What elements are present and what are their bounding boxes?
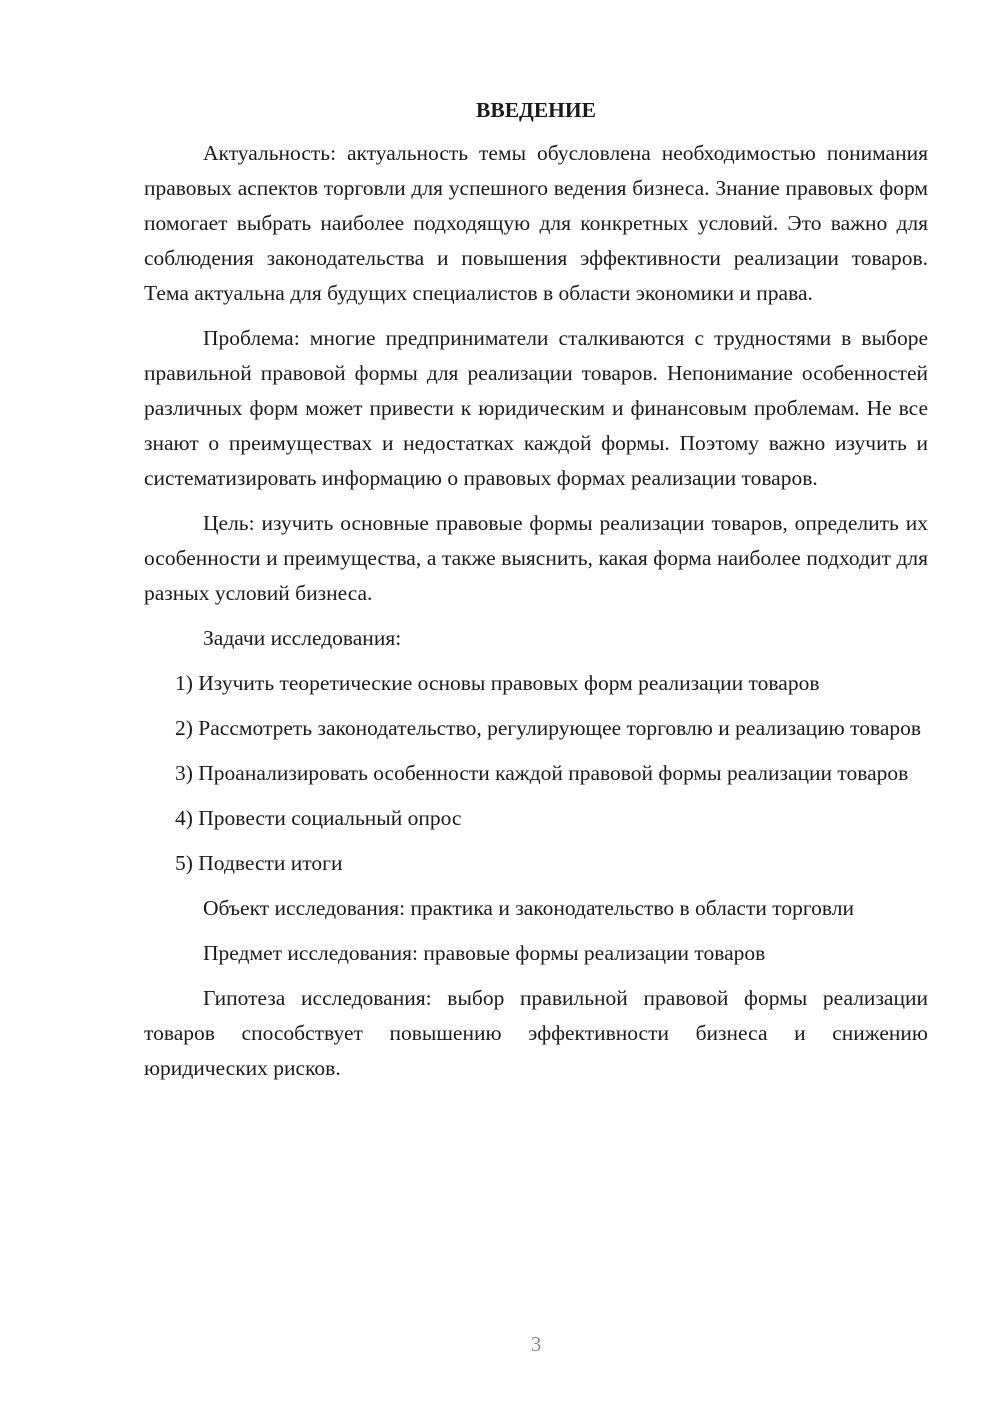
task-item-2: 2) Рассмотреть законодательство, регулирующее торговлю и реализацию товаров [175, 716, 922, 740]
task-item-1: 1) Изучить теоретические основы правовых форм реализации товаров [175, 671, 820, 695]
tasks-heading: Задачи исследования: [203, 626, 402, 650]
paragraph-problem: Проблема: многие предприниматели сталкиваются с трудностями в выборе правильной правовой формы для реализации товаров. Непонимание особенностей различных форм может привести к юридическим и финансовым проблемам. Не все знают о преимуществах и недостатках каждой формы. Поэтому важно изучить и систематизировать информацию о правовых формах реализации товаров. [144, 326, 928, 490]
paragraph-goal: Цель: изучить основные правовые формы реализации товаров, определить их особенности и преимущества, а также выяснить, какая форма наиболее подходит для разных условий бизнеса. [144, 511, 928, 605]
paragraph-object: Объект исследования: практика и законодательство в области торговли [203, 896, 854, 920]
paragraph-subject: Предмет исследования: правовые формы реализации товаров [203, 941, 766, 965]
task-item-4: 4) Провести социальный опрос [175, 806, 462, 830]
task-item-3: 3) Проанализировать особенности каждой правовой формы реализации товаров [175, 761, 909, 785]
page-number: 3 [530, 1332, 542, 1356]
paragraph-relevance: Актуальность: актуальность темы обусловлена необходимостью понимания правовых аспектов торговли для успешного ведения бизнеса. Знание правовых форм помогает выбрать наиболее подходящую для конкретных условий. Это важно для соблюдения законодательства и повышения эффективности реализации товаров. Тема актуальна для будущих специалистов в области экономики и права. [144, 141, 928, 305]
paragraph-hypothesis: Гипотеза исследования: выбор правильной правовой формы реализации товаров способствует повышению эффективности бизнеса и снижению юридических рисков. [144, 986, 928, 1080]
document-page [144, 90, 928, 1096]
task-item-5: 5) Подвести итоги [175, 851, 343, 875]
section-title: ВВЕДЕНИЕ [476, 98, 596, 122]
